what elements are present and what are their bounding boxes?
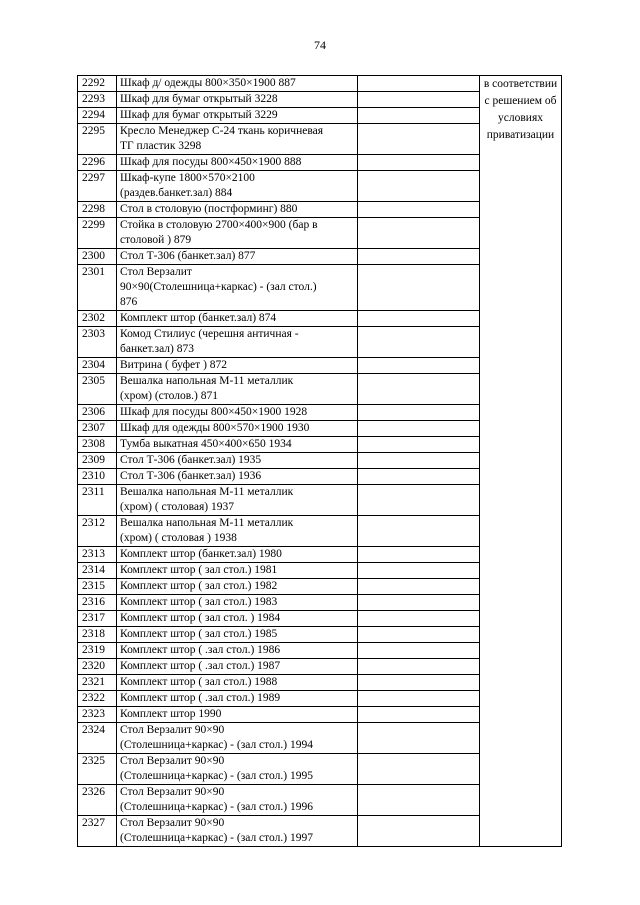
- empty-cell: [358, 611, 480, 627]
- empty-cell: [358, 547, 480, 563]
- item-description: [117, 579, 358, 595]
- empty-cell: [358, 469, 480, 485]
- item-description: [117, 249, 358, 265]
- item-number: 2308: [78, 437, 117, 453]
- empty-cell: [358, 785, 480, 816]
- empty-cell: [358, 124, 480, 155]
- empty-cell: [358, 327, 480, 358]
- description-line: Шкаф-купе 1800×570×2100: [120, 172, 255, 184]
- item-number: 2310: [78, 469, 117, 485]
- item-number: 2320: [78, 659, 117, 675]
- item-description: [117, 76, 358, 92]
- item-number: 2304: [78, 358, 117, 374]
- item-description: [117, 563, 358, 579]
- item-number: 2321: [78, 675, 117, 691]
- description-line: Комплект штор ( .зал стол.) 1989: [120, 692, 281, 704]
- empty-cell: [358, 516, 480, 547]
- empty-cell: [358, 579, 480, 595]
- empty-cell: [358, 108, 480, 124]
- item-description: [117, 485, 358, 516]
- item-description: [117, 754, 358, 785]
- item-number: 2293: [78, 92, 117, 108]
- description-line: Тумба выкатная 450×400×650 1934: [120, 438, 292, 450]
- privatization-note: в соответствии с решением об условиях приватизации: [480, 76, 562, 847]
- description-line: Комплект штор 1990: [120, 708, 222, 720]
- empty-cell: [358, 675, 480, 691]
- item-number: 2327: [78, 816, 117, 847]
- description-line: Стол Верзалит 90×90: [120, 786, 225, 798]
- item-number: 2294: [78, 108, 117, 124]
- item-number: 2299: [78, 218, 117, 249]
- item-description: [117, 421, 358, 437]
- item-number: 2298: [78, 202, 117, 218]
- description-line: Вешалка напольная М-11 металлик: [120, 486, 294, 498]
- item-description: [117, 218, 358, 249]
- item-number: 2316: [78, 595, 117, 611]
- item-description: [117, 374, 358, 405]
- item-description: [117, 643, 358, 659]
- empty-cell: [358, 659, 480, 675]
- item-description: [117, 675, 358, 691]
- empty-cell: [358, 437, 480, 453]
- description-line: (Столешница+каркас) - (зал стол.) 1994: [120, 739, 313, 751]
- item-description: [117, 595, 358, 611]
- empty-cell: [358, 691, 480, 707]
- item-number: 2292: [78, 76, 117, 92]
- item-number: 2307: [78, 421, 117, 437]
- description-line: Стол Верзалит 90×90: [120, 817, 225, 829]
- item-description: [117, 547, 358, 563]
- item-number: 2301: [78, 265, 117, 311]
- description-line: Комплект штор ( зал стол.) 1983: [120, 596, 278, 608]
- item-description: [117, 437, 358, 453]
- item-number: 2319: [78, 643, 117, 659]
- item-number: 2324: [78, 723, 117, 754]
- empty-cell: [358, 265, 480, 311]
- item-description: [117, 202, 358, 218]
- description-line: Шкаф для посуды 800×450×1900 1928: [120, 406, 308, 418]
- item-description: [117, 723, 358, 754]
- description-line: Витрина ( буфет ) 872: [120, 359, 228, 371]
- item-description: [117, 453, 358, 469]
- description-line: Комплект штор ( зал стол.) 1988: [120, 676, 278, 688]
- description-line: Комплект штор ( зал стол.) 1981: [120, 564, 278, 576]
- item-description: [117, 358, 358, 374]
- empty-cell: [358, 595, 480, 611]
- empty-cell: [358, 707, 480, 723]
- description-line: (Столешница+каркас) - (зал стол.) 1996: [120, 801, 313, 813]
- item-number: 2317: [78, 611, 117, 627]
- description-line: (Столешница+каркас) - (зал стол.) 1997: [120, 832, 313, 844]
- item-number: 2325: [78, 754, 117, 785]
- description-line: (хром) ( столовая ) 1938: [120, 532, 237, 544]
- item-description: [117, 124, 358, 155]
- item-description: [117, 265, 358, 311]
- item-description: [117, 405, 358, 421]
- description-line: Стол в столовую (постформинг) 880: [120, 203, 298, 215]
- empty-cell: [358, 311, 480, 327]
- empty-cell: [358, 485, 480, 516]
- empty-cell: [358, 155, 480, 171]
- description-line: Стол Верзалит: [120, 266, 192, 278]
- description-line: Стол Верзалит 90×90: [120, 755, 225, 767]
- empty-cell: [358, 405, 480, 421]
- description-line: Вешалка напольная М-11 металлик: [120, 517, 294, 529]
- item-number: 2297: [78, 171, 117, 202]
- empty-cell: [358, 249, 480, 265]
- item-number: 2309: [78, 453, 117, 469]
- empty-cell: [358, 202, 480, 218]
- description-line: Стойка в столовую 2700×400×900 (бар в: [120, 219, 318, 231]
- empty-cell: [358, 92, 480, 108]
- empty-cell: [358, 76, 480, 92]
- item-description: [117, 611, 358, 627]
- empty-cell: [358, 643, 480, 659]
- item-number: 2296: [78, 155, 117, 171]
- description-line: Комплект штор (банкет.зал) 874: [120, 312, 277, 324]
- empty-cell: [358, 374, 480, 405]
- item-description: [117, 516, 358, 547]
- item-description: [117, 108, 358, 124]
- item-number: 2312: [78, 516, 117, 547]
- item-number: 2306: [78, 405, 117, 421]
- description-line: 90×90(Столешница+каркас) - (зал стол.): [120, 281, 317, 293]
- item-description: [117, 707, 358, 723]
- empty-cell: [358, 754, 480, 785]
- description-line: (Столешница+каркас) - (зал стол.) 1995: [120, 770, 313, 782]
- description-line: (раздев.банкет.зал) 884: [120, 187, 233, 199]
- description-line: Комод Стилиус (черешня античная -: [120, 328, 299, 340]
- description-line: Вешалка напольная М-11 металлик: [120, 375, 294, 387]
- item-number: 2300: [78, 249, 117, 265]
- item-number: 2313: [78, 547, 117, 563]
- item-description: [117, 627, 358, 643]
- item-number: 2326: [78, 785, 117, 816]
- description-line: Кресло Менеджер С-24 ткань коричневая: [120, 125, 324, 137]
- description-line: Комплект штор ( зал стол.) 1982: [120, 580, 278, 592]
- item-description: [117, 92, 358, 108]
- item-description: [117, 691, 358, 707]
- item-number: 2303: [78, 327, 117, 358]
- table-row: [78, 76, 562, 92]
- description-line: Комплект штор ( .зал стол.) 1987: [120, 660, 281, 672]
- empty-cell: [358, 453, 480, 469]
- description-line: (хром) (столов.) 871: [120, 390, 218, 402]
- item-description: [117, 171, 358, 202]
- empty-cell: [358, 563, 480, 579]
- inventory-table: [77, 75, 562, 847]
- description-line: ТГ пластик 3298: [120, 140, 202, 152]
- description-line: Комплект штор ( .зал стол.) 1986: [120, 644, 281, 656]
- description-line: Комплект штор ( зал стол.) 1985: [120, 628, 278, 640]
- description-line: Комплект штор (банкет.зал) 1980: [120, 548, 282, 560]
- empty-cell: [358, 816, 480, 847]
- item-description: [117, 155, 358, 171]
- item-description: [117, 327, 358, 358]
- item-number: 2295: [78, 124, 117, 155]
- item-description: [117, 785, 358, 816]
- empty-cell: [358, 421, 480, 437]
- empty-cell: [358, 627, 480, 643]
- empty-cell: [358, 723, 480, 754]
- item-number: 2311: [78, 485, 117, 516]
- item-number: 2305: [78, 374, 117, 405]
- item-description: [117, 311, 358, 327]
- empty-cell: [358, 358, 480, 374]
- description-line: Стол Т-306 (банкет.зал) 1935: [120, 454, 262, 466]
- page-number: 74: [314, 38, 326, 52]
- description-line: Стол Т-306 (банкет.зал) 877: [120, 250, 256, 262]
- description-line: Шкаф для посуды 800×450×1900 888: [120, 156, 302, 168]
- description-line: Шкаф для одежды 800×570×1900 1930: [120, 422, 310, 434]
- description-line: Шкаф для бумаг открытый 3229: [120, 109, 278, 121]
- item-number: 2314: [78, 563, 117, 579]
- item-description: [117, 469, 358, 485]
- empty-cell: [358, 171, 480, 202]
- description-line: Стол Верзалит 90×90: [120, 724, 225, 736]
- item-number: 2323: [78, 707, 117, 723]
- empty-cell: [358, 218, 480, 249]
- item-description: [117, 659, 358, 675]
- description-line: (хром) ( столовая) 1937: [120, 501, 234, 513]
- description-line: столовой ) 879: [120, 234, 192, 246]
- item-number: 2322: [78, 691, 117, 707]
- inventory-table-body: [78, 76, 562, 847]
- description-line: Шкаф для бумаг открытый 3228: [120, 93, 278, 105]
- description-line: банкет.зал) 873: [120, 343, 194, 355]
- item-number: 2315: [78, 579, 117, 595]
- description-line: 876: [120, 296, 138, 308]
- description-line: Комплект штор ( зал стол. ) 1984: [120, 612, 281, 624]
- description-line: Шкаф д/ одежды 800×350×1900 887: [120, 77, 296, 89]
- item-description: [117, 816, 358, 847]
- item-number: 2318: [78, 627, 117, 643]
- description-line: Стол Т-306 (банкет.зал) 1936: [120, 470, 262, 482]
- item-number: 2302: [78, 311, 117, 327]
